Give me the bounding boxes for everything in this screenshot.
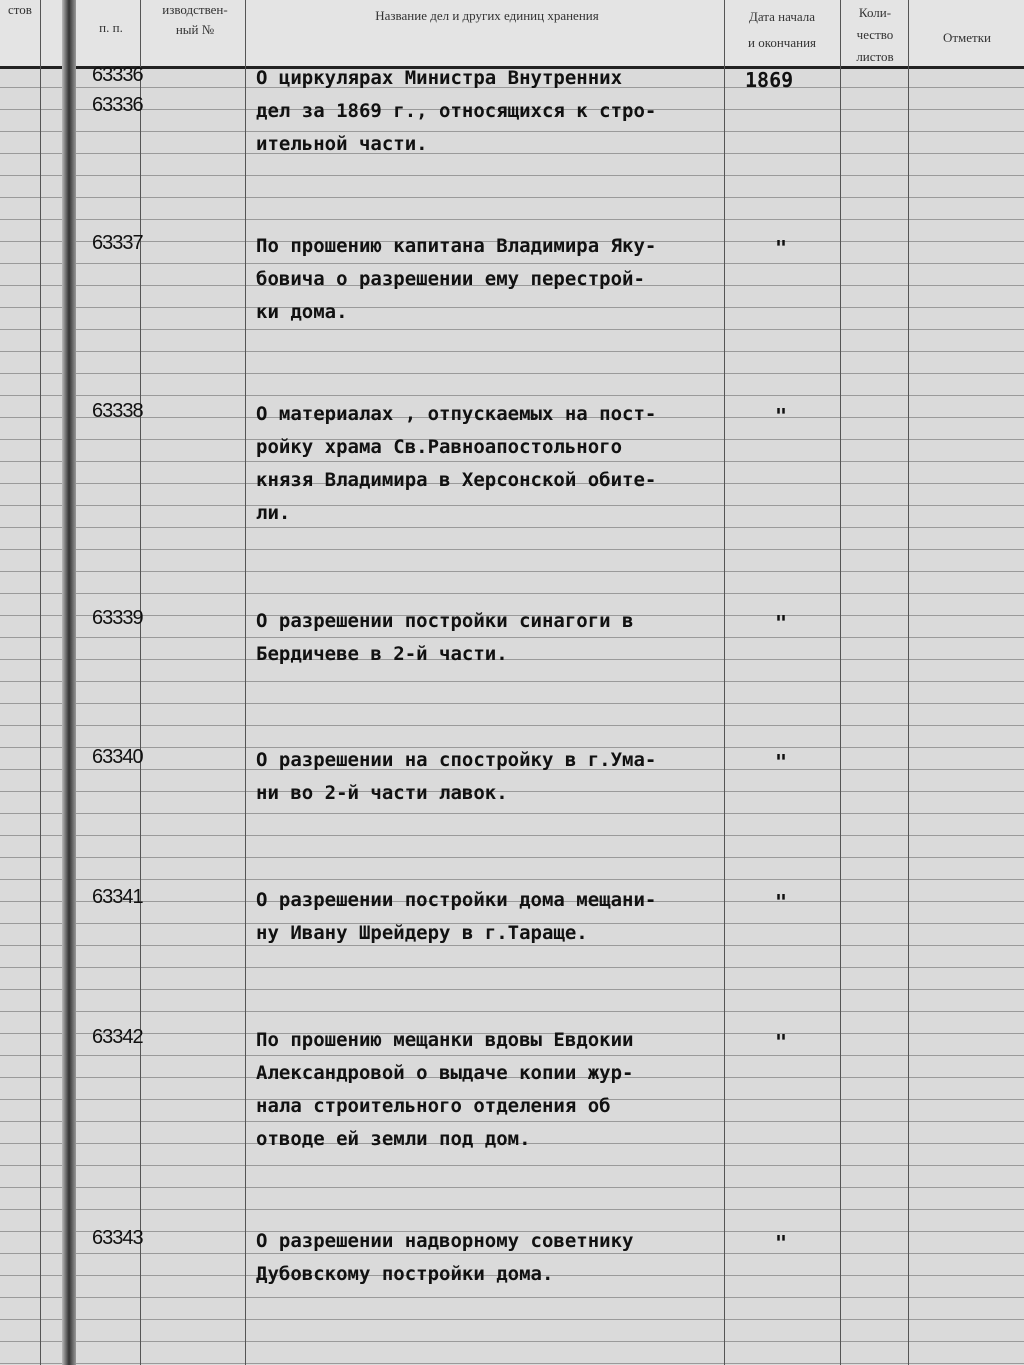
entry-date: " — [775, 236, 788, 260]
col-prod-header: изводствен- ный № — [162, 2, 228, 37]
entry-date: " — [775, 750, 788, 774]
entry-number: 63340 — [92, 746, 143, 768]
entry-date: " — [775, 890, 788, 914]
col-count-header: Коли- чество листов — [856, 5, 894, 64]
col-notes-header: Отметки — [942, 30, 992, 45]
book-spine — [62, 0, 76, 1365]
col-date-header: Дата начала и окончания — [747, 9, 817, 50]
entry-title: О разрешении надворному советнику Дубовскому постройки дома. — [256, 1230, 634, 1285]
entry-date: " — [775, 1231, 788, 1255]
entry-number: 63342 — [92, 1026, 143, 1048]
entry-number: 63338 — [92, 400, 143, 422]
entry-title: О разрешении постройки синагоги в Бердичеве в 2-й части. — [256, 610, 634, 665]
col-sheets-header: стов — [8, 2, 32, 17]
entry-number: 63337 — [92, 232, 143, 254]
entry-title: О разрешении постройки дома мещани- ну Ивану Шрейдеру в г.Тараще. — [256, 889, 657, 944]
entry-number: 63336 — [92, 64, 143, 86]
entry-number: 63339 — [92, 607, 143, 629]
entry-date: 1869 — [745, 68, 794, 92]
entry-title: О материалах , отпускаемых на пост- ройку храма Св.Равноапостольного князя Владимира в Херсонской обите- ли. — [256, 403, 657, 524]
entry-number-overtyped: 63336 — [92, 94, 143, 116]
entry-date: " — [775, 404, 788, 428]
entry-title: По прошению мещанки вдовы Евдокии Александровой о выдаче копии жур- нала строительного отделения об отводе ей земли под дом. — [256, 1029, 634, 1150]
col-title-header: Название дел и других единиц хранения — [375, 8, 599, 23]
entry-date: " — [775, 611, 788, 635]
entry-title: О разрешении на спостройку в г.Ума- ни во 2-й части лавок. — [256, 749, 657, 804]
entry-title: О циркулярах Министра Внутренних дел за 1869 г., относящихся к стро- ительной части. — [256, 67, 657, 155]
col-pp-header: п. п. — [99, 20, 123, 35]
entry-title: По прошению капитана Владимира Яку- бовича о разрешении ему перестрой- ки дома. — [256, 235, 657, 323]
entry-number: 63341 — [92, 886, 143, 908]
entry-number: 63343 — [92, 1227, 143, 1249]
entry-date: " — [775, 1030, 788, 1054]
